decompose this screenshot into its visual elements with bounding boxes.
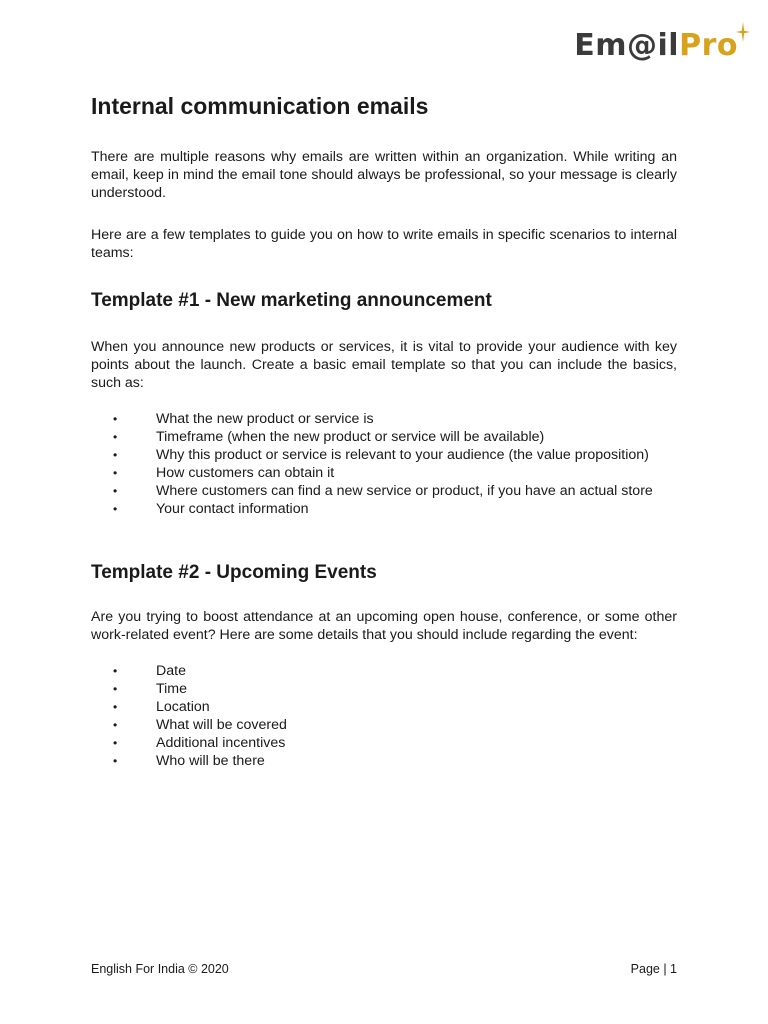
logo-em-text: Em@il: [574, 28, 680, 63]
footer-copyright: English For India © 2020: [91, 962, 229, 976]
list-item: • Timeframe (when the new product or service will be available): [91, 428, 677, 446]
list-item: • What will be covered: [91, 716, 677, 734]
footer-page-number: Page | 1: [630, 962, 677, 976]
page-title: Internal communication emails: [91, 93, 429, 119]
list-item: • Where customers can find a new service or product, if you have an actual store: [91, 482, 677, 500]
list-item: • Date: [91, 662, 677, 680]
intro-paragraph-2: Here are a few templates to guide you on how to write emails in specific scenarios to internal teams:: [91, 227, 677, 261]
list-item: • Time: [91, 680, 677, 698]
list-item: • What the new product or service is: [91, 410, 677, 428]
template2-heading: Template #2 - Upcoming Events: [91, 562, 377, 583]
sparkle-icon: [736, 22, 750, 42]
list-item: • Additional incentives: [91, 734, 677, 752]
page-footer: [91, 962, 677, 976]
document-body: [91, 90, 677, 770]
template2-text: Are you trying to boost attendance at an upcoming open house, conference, or some other work-related event? Here are some details that you should include regarding the event:: [91, 609, 677, 643]
list-item: • Why this product or service is relevant to your audience (the value proposition): [91, 446, 677, 464]
list-item: • Your contact information: [91, 500, 677, 518]
template1-text: When you announce new products or services, it is vital to provide your audience with key points about the launch. Create a basic email template so that you can include the basics, such as:: [91, 339, 677, 391]
emailpro-logo: [574, 28, 738, 63]
intro-paragraph: There are multiple reasons why emails are written within an organization. While writing an email, keep in mind the email tone should always be professional, so your message is clearly understood.: [91, 149, 677, 201]
list-item: • Location: [91, 698, 677, 716]
template2-list: [91, 662, 677, 770]
template1-heading: Template #1 - New marketing announcement: [91, 290, 492, 311]
list-item: • Who will be there: [91, 752, 677, 770]
list-item: • How customers can obtain it: [91, 464, 677, 482]
logo-pro-text: Pro: [679, 28, 738, 63]
template1-list: [91, 410, 677, 518]
